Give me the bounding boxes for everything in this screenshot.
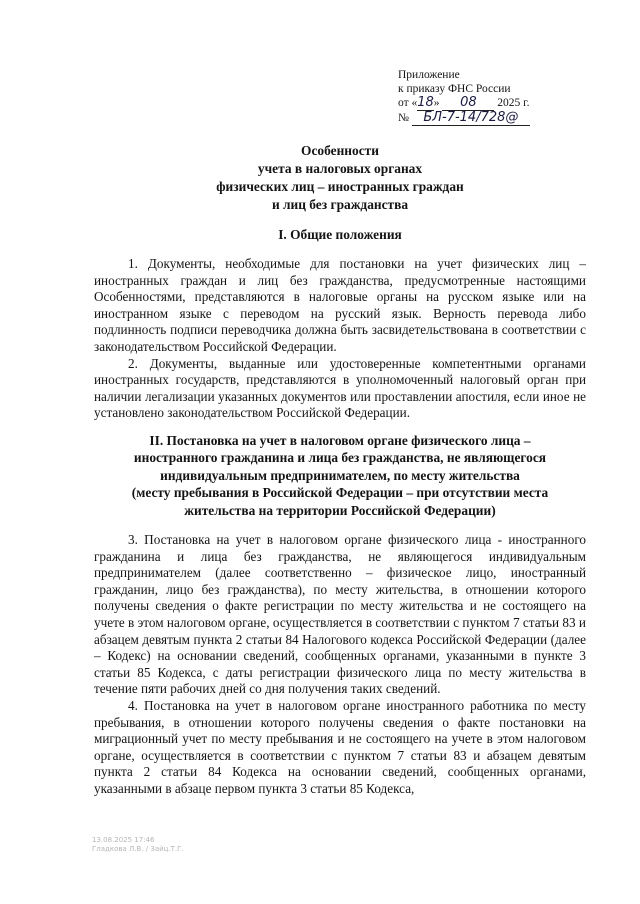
paragraph-2: 2. Документы, выданные или удостоверенные компетентными органами иностранных государств, представляются в уполномоченный налоговый орган при наличии легализации указанных документов или проставлении апостиля, если иное не установлено законодательством Российской Федерации. xyxy=(94,355,586,421)
date-separator: » xyxy=(433,97,440,109)
section-2-heading-line-2: иностранного гражданина и лица без гражданства, не являющегося xyxy=(133,450,547,466)
document-title xyxy=(96,142,584,214)
order-date xyxy=(398,96,530,111)
section-2-heading-line-4: (месту пребывания в Российской Федерации – при отсутствии места xyxy=(131,485,549,501)
paragraph-4: 4. Постановка на учет в налоговом органе иностранного работника по месту пребывания, в отношении которого получены сведения о факте постановки на миграционный учет по месту пребывания и не состоящего на учете в этом налоговом органе, осуществляется в соответствии с пунктом 7 статьи 83 и абзацем девятым пункта 2 статьи 84 Кодекса на основании сведений, сообщенных органами, указанными в абзаце первом пункта 3 статьи 85 Кодекса, xyxy=(94,697,586,796)
order-number-line xyxy=(398,111,530,126)
appendix-label: Приложение xyxy=(398,69,460,81)
order-year: 2025 г. xyxy=(497,97,530,109)
section-2-heading-line-5: жительства на территории Российской Федерации) xyxy=(184,502,496,518)
number-prefix: № xyxy=(398,112,409,124)
stamp-line-1: 13.08.2025 17:46 xyxy=(92,836,155,844)
title-line-4: и лиц без гражданства xyxy=(271,197,409,212)
handwritten-day: 18 xyxy=(417,95,434,110)
electronic-signature-stamp xyxy=(92,836,184,854)
section-2-heading-line-3: индивидуальным предпринимателем, по месту жительства xyxy=(160,467,520,483)
section-2-heading-line-1: II. Постановка на учет в налоговом органе физического лица – xyxy=(149,433,531,448)
paragraph-3: 3. Постановка на учет в налоговом органе физического лица - иностранного гражданина и лица без гражданства, не являющегося индивидуальным предпринимателем (далее соответственно – физическое лицо, иностранный гражданин, лицо без гражданства), по месту жительства, в отношении которого получены сведения о факте регистрации по месту жительства и не состоящего на учете в этом налоговом органе, осуществляется в соответствии с пунктом 7 статьи 83 и абзацем девятым пункта 2 статьи 84 Налогового кодекса Российской Федерации (далее – Кодекс) на основании сведений, сообщенных органами, указанными в пункте 3 статьи 85 Кодекса, с даты регистрации физического лица по месту жительства в течение пяти рабочих дней со дня получения таких сведений. xyxy=(94,532,586,697)
date-prefix: от « xyxy=(398,97,418,109)
title-line-3: физических лиц – иностранных граждан xyxy=(216,179,464,194)
order-reference: к приказу ФНС России xyxy=(398,83,511,95)
section-2-body xyxy=(94,532,586,798)
stamp-line-2: Гладкова Л.В. / Зайц.Т.Г. xyxy=(92,845,184,853)
appendix-block xyxy=(398,68,530,126)
section-2-heading xyxy=(96,432,584,519)
title-line-1: Особенности xyxy=(301,143,379,158)
title-line-2: учета в налоговых органах xyxy=(257,161,423,176)
section-1-heading xyxy=(96,226,584,243)
handwritten-month: 08 xyxy=(442,96,494,111)
paragraph-1: 1. Документы, необходимые для постановки на учет физических лиц – иностранных граждан и лиц без гражданства, предусмотренные настоящими Особенностями, представляются в налоговые органы на русском языке или на иностранном языке с переводом на русский язык. Верность перевода либо подлинность подписи переводчика должна быть засвидетельствована в соответствии с законодательством Российской Федерации. xyxy=(94,256,586,354)
section-1-heading-text: I. Общие положения xyxy=(278,227,402,242)
section-1-body xyxy=(94,256,586,422)
handwritten-order-number: БЛ-7-14/728@ xyxy=(412,111,530,126)
